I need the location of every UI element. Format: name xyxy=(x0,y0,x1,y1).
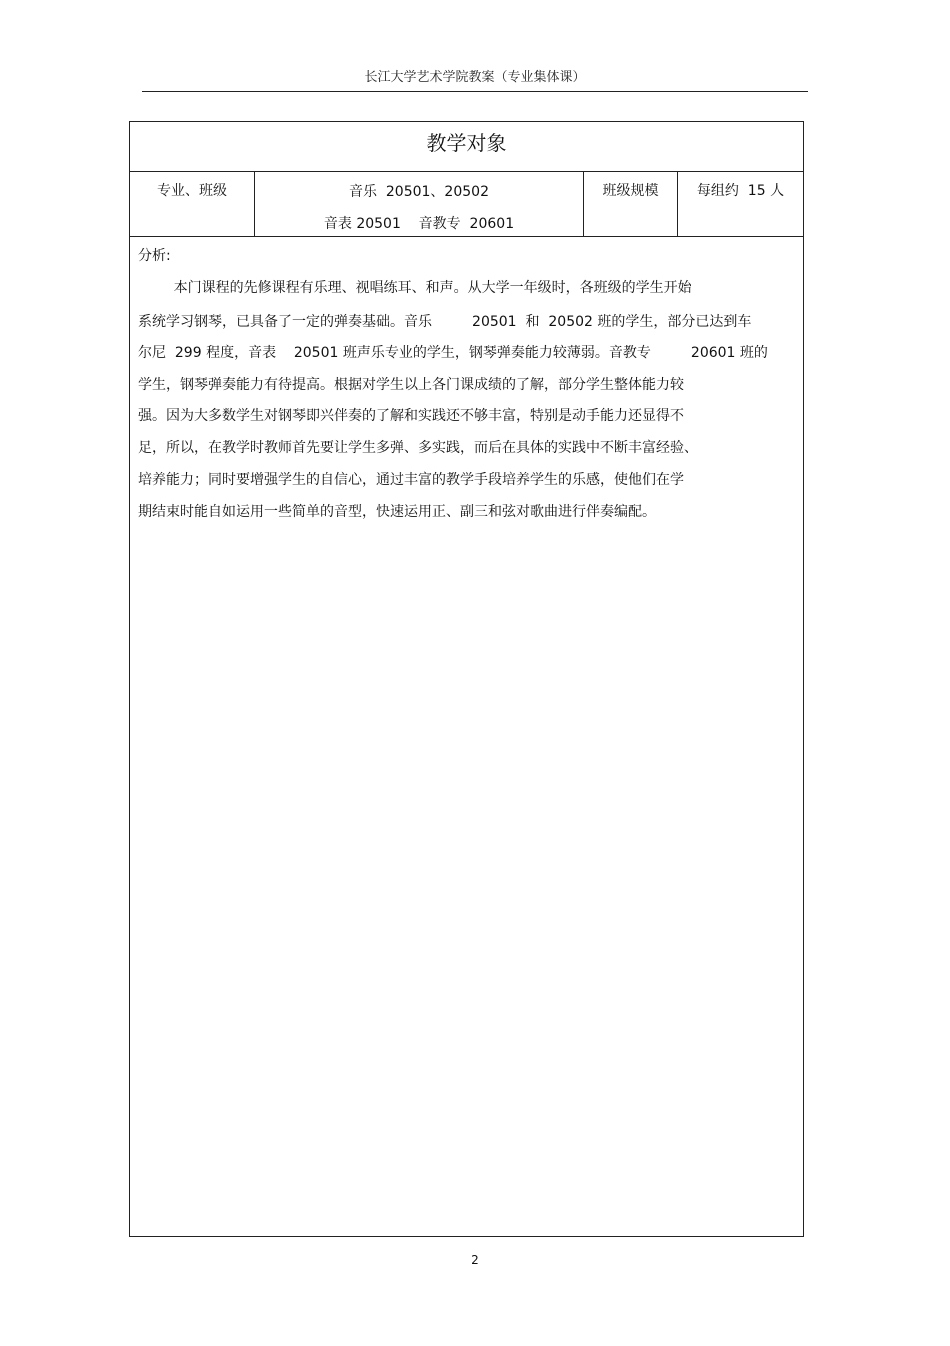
table-title: 教学对象 xyxy=(130,122,803,172)
lesson-table xyxy=(129,121,804,1237)
analysis-label: 分析: xyxy=(138,248,171,264)
page-header-title: 长江大学艺术学院教案（专业集体课） xyxy=(364,70,586,85)
analysis-line: 培养能力；同时要增强学生的自信心，通过丰富的教学手段培养学生的乐感，使他们在学 xyxy=(138,472,684,488)
size-value: 每组约 15 人 xyxy=(696,183,785,199)
size-label: 班级规模 xyxy=(602,183,659,199)
analysis-line: 期结束时能自如运用一些简单的音型，快速运用正、副三和弦对歌曲进行伴奏编配。 xyxy=(138,504,656,520)
page-number: 2 xyxy=(471,1253,479,1267)
analysis-line: 尔尼 299 程度，音表 20501 班声乐专业的学生，钢琴弹奏能力较薄弱。音教专 20601 班的 xyxy=(138,345,768,361)
size-label-cell xyxy=(584,172,678,236)
analysis-line: 足，所以，在教学时教师首先要让学生多弹、多实践，而后在具体的实践中不断丰富经验、 xyxy=(138,440,698,456)
size-value-cell xyxy=(678,172,803,236)
analysis-section xyxy=(130,237,803,1235)
major-label: 专业、班级 xyxy=(157,183,227,199)
analysis-line: 本门课程的先修课程有乐理、视唱练耳、和声。从大学一年级时，各班级的学生开始 xyxy=(138,280,692,296)
major-label-cell xyxy=(130,172,255,236)
analysis-line: 强。因为大多数学生对钢琴即兴伴奏的了解和实践还不够丰富，特别是动手能力还显得不 xyxy=(138,408,684,424)
classes-line-1: 音乐 20501、20502 xyxy=(349,184,489,200)
classes-line-2: 音表 20501 音教专 20601 xyxy=(323,216,515,232)
analysis-line: 学生，钢琴弹奏能力有待提高。根据对学生以上各门课成绩的了解，部分学生整体能力较 xyxy=(138,377,684,393)
info-row xyxy=(130,172,803,237)
classes-cell xyxy=(255,172,584,236)
header-rule xyxy=(142,91,808,92)
analysis-line: 系统学习钢琴，已具备了一定的弹奏基础。音乐 20501 和 20502 班的学生，部分已达到车 xyxy=(138,314,752,330)
